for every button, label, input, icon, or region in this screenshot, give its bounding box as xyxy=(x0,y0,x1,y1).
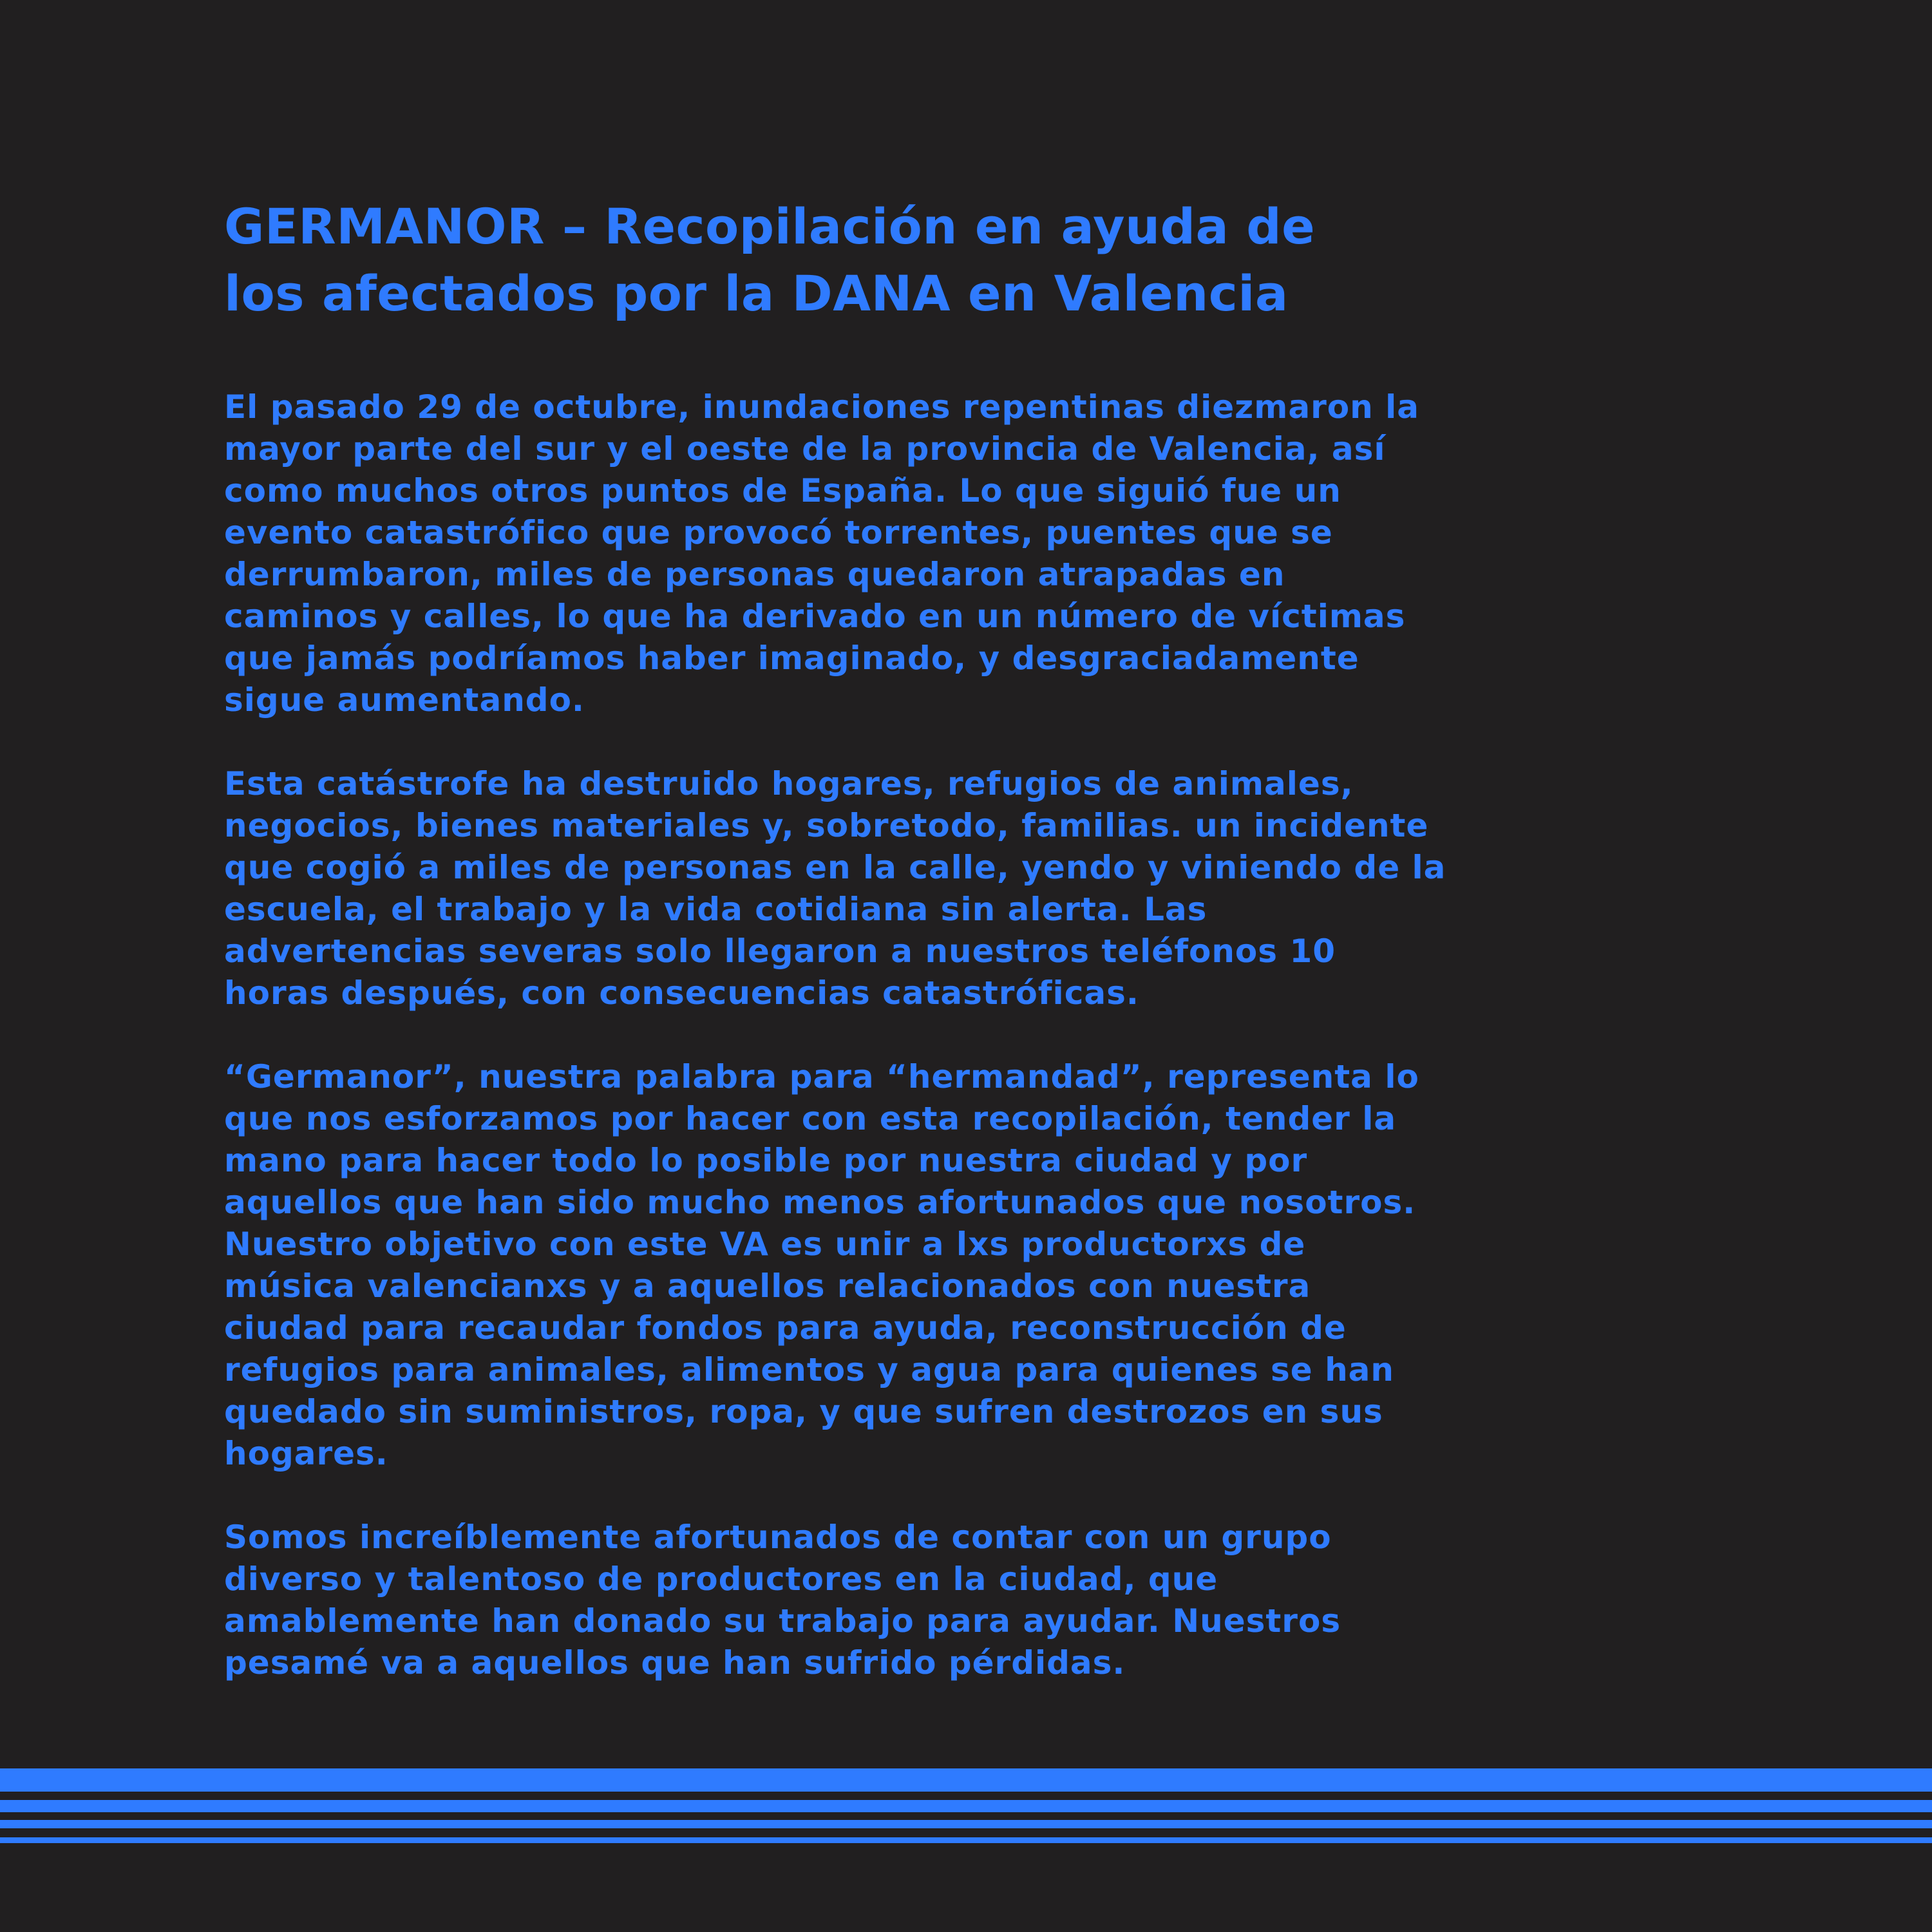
paragraph-line: hogares. xyxy=(224,1435,388,1472)
paragraph-line: horas después, con consecuencias catastróficas. xyxy=(224,974,1139,1012)
paragraph-damage xyxy=(224,763,1821,1014)
paragraph-line: como muchos otros puntos de España. Lo que siguió fue un xyxy=(224,472,1341,509)
paragraph-line: Esta catástrofe ha destruido hogares, refugios de animales, xyxy=(224,765,1354,802)
paragraph-line: escuela, el trabajo y la vida cotidiana sin alerta. Las xyxy=(224,891,1208,928)
paragraph-line: Somos increíblemente afortunados de contar con un grupo xyxy=(224,1519,1332,1556)
decorative-stripe xyxy=(0,1768,1932,1792)
decorative-stripe xyxy=(0,1800,1932,1812)
paragraph-line: que nos esforzamos por hacer con esta recopilación, tender la xyxy=(224,1100,1397,1137)
paragraph-line: evento catastrófico que provocó torrentes, puentes que se xyxy=(224,514,1333,551)
paragraph-line: aquellos que han sido mucho menos afortunados que nosotros. xyxy=(224,1184,1416,1221)
paragraph-line: quedado sin suministros, ropa, y que sufren destrozos en sus xyxy=(224,1393,1383,1430)
paragraph-line: pesamé va a aquellos que han sufrido pérdidas. xyxy=(224,1644,1126,1681)
paragraph-germanor xyxy=(224,1056,1821,1475)
paragraph-line: refugios para animales, alimentos y agua para quienes se han xyxy=(224,1351,1395,1388)
page-title xyxy=(224,193,1821,327)
paragraph-line: “Germanor”, nuestra palabra para “hermandad”, representa lo xyxy=(224,1058,1419,1095)
paragraph-line: que jamás podríamos haber imaginado, y desgraciadamente xyxy=(224,639,1359,677)
paragraph-line: que cogió a miles de personas en la calle, yendo y viniendo de la xyxy=(224,849,1446,886)
title-line: GERMANOR – Recopilación en ayuda de xyxy=(224,198,1316,255)
paragraph-line: amablemente han donado su trabajo para ayudar. Nuestros xyxy=(224,1602,1341,1640)
paragraph-line: sigue aumentando. xyxy=(224,681,585,719)
paragraph-line: ciudad para recaudar fondos para ayuda, reconstrucción de xyxy=(224,1309,1347,1347)
paragraph-line: diverso y talentoso de productores en la ciudad, que xyxy=(224,1560,1218,1598)
paragraph-line: mayor parte del sur y el oeste de la provincia de Valencia, así xyxy=(224,430,1386,468)
paragraph-thanks xyxy=(224,1517,1821,1684)
decorative-stripe xyxy=(0,1820,1932,1828)
title-line: los afectados por la DANA en Valencia xyxy=(224,265,1289,322)
paragraph-line: negocios, bienes materiales y, sobretodo, familias. un incidente xyxy=(224,807,1429,844)
paragraph-line: advertencias severas solo llegaron a nuestros teléfonos 10 xyxy=(224,933,1336,970)
decorative-stripe xyxy=(0,1837,1932,1843)
paragraph-line: Nuestro objetivo con este VA es unir a lxs productorxs de xyxy=(224,1226,1306,1263)
paragraph-line: música valencianxs y a aquellos relacionados con nuestra xyxy=(224,1267,1311,1305)
paragraph-intro xyxy=(224,386,1821,721)
paragraph-line: derrumbaron, miles de personas quedaron atrapadas en xyxy=(224,556,1285,593)
paragraph-line: caminos y calles, lo que ha derivado en un número de víctimas xyxy=(224,598,1406,635)
paragraph-line: mano para hacer todo lo posible por nuestra ciudad y por xyxy=(224,1142,1308,1179)
paragraph-line: El pasado 29 de octubre, inundaciones repentinas diezmaron la xyxy=(224,388,1419,426)
document-body xyxy=(224,193,1821,1684)
